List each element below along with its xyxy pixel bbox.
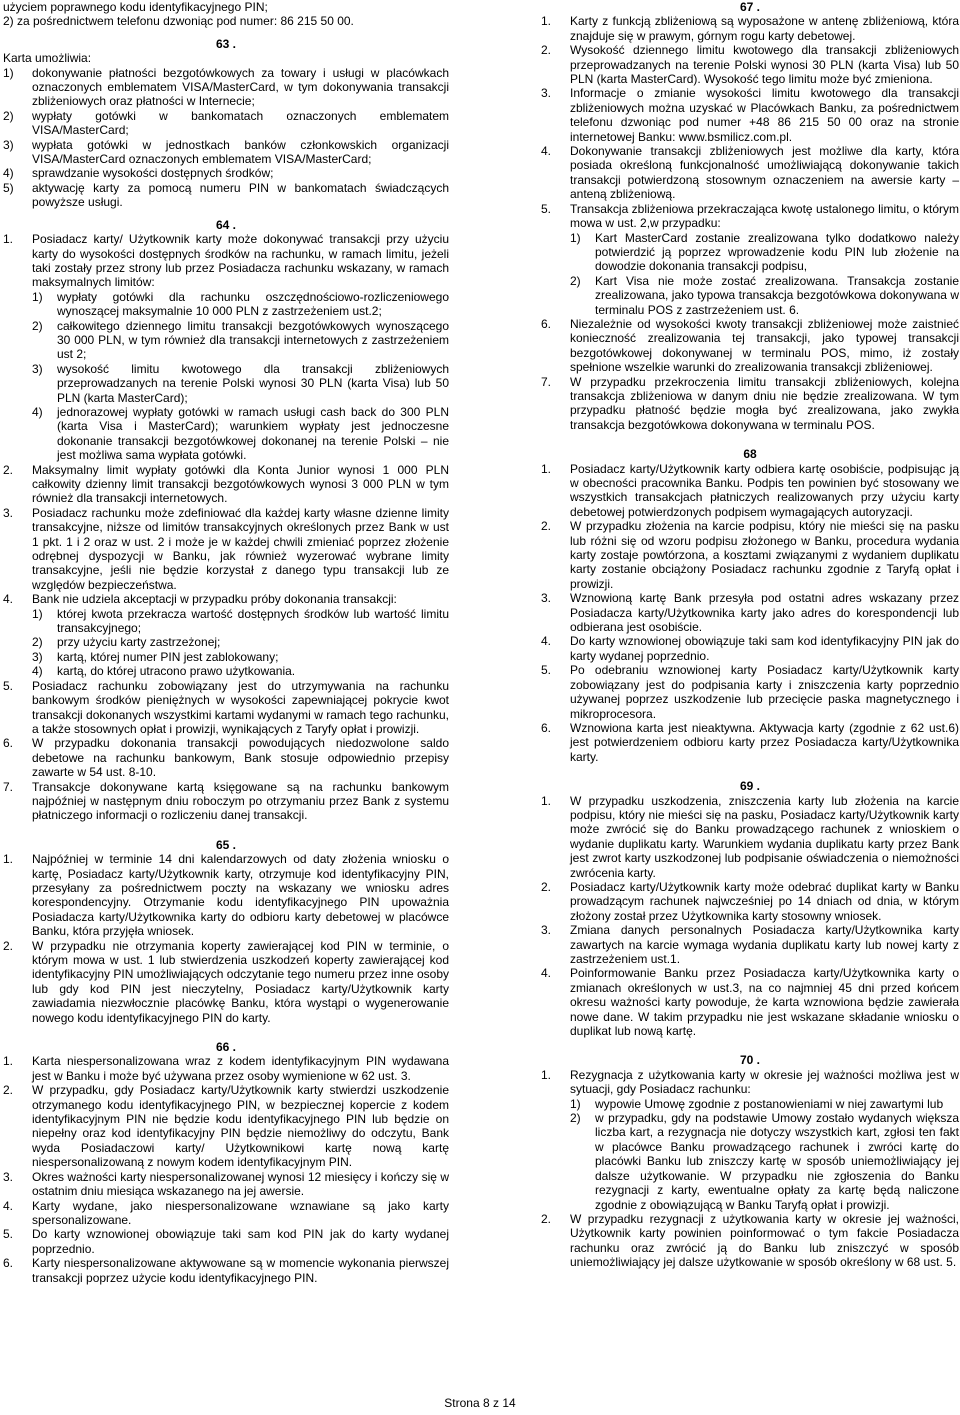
sub-item-text: kartą, której numer PIN jest zablokowany;: [57, 649, 279, 664]
item-number: 1.: [541, 14, 552, 29]
item-body: [570, 519, 959, 591]
item-number: 3): [3, 137, 14, 152]
item-number: 1.: [3, 232, 14, 247]
item-body: [32, 852, 449, 938]
item-text: Okres ważności karty niespersonalizowanej wynosi 12 miesięcy i kończy się w ostatnim dniu miesiąca wskazanego na jej awersie.: [32, 1169, 449, 1199]
item-number: 4.: [3, 592, 14, 607]
list-item: [3, 166, 449, 180]
item-number: 5): [3, 180, 14, 195]
list-item: [541, 923, 959, 966]
page-footer: Strona 8 z 14: [444, 1396, 516, 1410]
sub-list-item: [570, 231, 959, 274]
sub-list-item: [570, 1097, 959, 1111]
item-text: Wznowiona karta jest nieaktywna. Aktywacja karty (zgodnie z 62 ust.6) jest potwierdzeniem odbioru karty przez Posiadacza karty/Użytkownika karty.: [570, 720, 959, 764]
item-body: [32, 463, 449, 506]
sub-item-number: 1): [570, 1096, 581, 1111]
item-text: dokonywanie płatności bezgotówkowych za towary i usługi w placówkach oznaczonych emblematem VISA/MasterCard, w tym dokonywania transakcji zbliżeniowych oraz płatności w Internecie;: [32, 65, 449, 109]
spacer: [541, 764, 959, 779]
item-body: [570, 794, 959, 880]
item-text: W przypadku rezygnacji z użytkowania karty w okresie jej ważności, Użytkownik karty powinien poinformować o tym fakcie Posiadacza rachunku oraz zwrócić ją do Banku lub zniszczyć w sposób uniemożliwiający jej dalsze użytkowanie w sposób określony w 68 ust. 5.: [570, 1211, 959, 1270]
sub-item-number: 3): [32, 361, 43, 376]
sub-list-item: [570, 274, 959, 317]
item-number: 5.: [541, 201, 552, 216]
right-column: [541, 0, 959, 1270]
sub-item-text: kartą, do której utracono prawo użytkowania.: [57, 664, 296, 679]
item-number: 3.: [3, 1169, 14, 1184]
item-body: [570, 144, 959, 202]
item-number: 5.: [3, 1227, 14, 1242]
item-text: W przypadku uszkodzenia, zniszczenia karty lub złożenia na karcie podpisu, który nie mieści się na pasku, Posiadacz karty/Użytkownik karty może zwrócić się do Banku prowadzącego rachunek z wnioskiem o wydanie duplikatu karty. Warunkiem wydania duplikatu karty przez Bank jest zwrot karty uszkodzonej lub podpisanie oświadczenia o niemożności zwrócenia karty.: [570, 793, 959, 880]
sub-list-item: [32, 635, 449, 649]
item-body: [570, 1212, 959, 1270]
sub-item-text: wysokość limitu kwotowego dla transakcji zbliżeniowych przeprowadzanych na terenie Polski wynosi 30 PLN (karta Visa) lub 50 PLN (karta MasterCard);: [57, 361, 449, 405]
item-text: Posiadacz karty/Użytkownik karty może odebrać duplikat karty w Banku prowadzącym rachunek najwcześniej po 14 dniach od dnia, w którym złożony został przez Użytkownika karty stosowny wniosek.: [570, 879, 959, 923]
item-body: [32, 1227, 449, 1256]
item-text: Do karty wznowionej obowiązuje taki sam kod PIN jak do karty wydanej poprzednio.: [32, 1227, 449, 1256]
list-item: [3, 463, 449, 506]
item-number: 2.: [3, 462, 14, 477]
list-item: [3, 1199, 449, 1228]
paragraph: 2) za pośrednictwem telefonu dzwoniąc pod numer: 86 215 50 00.: [3, 14, 354, 29]
sub-item-number: 1): [32, 606, 43, 621]
sub-item-number: 1): [570, 230, 581, 245]
item-body: [570, 966, 959, 1038]
sub-item-number: 2): [32, 635, 43, 650]
item-text: Transakcja zbliżeniowa przekraczająca kwotę ustalonego limitu, o którym mowa w ust. 2,w przypadku:: [570, 201, 959, 231]
item-text: Po odebraniu wznowionej karty Posiadacz karty/Użytkownik karty zobowiązany jest do podpisania karty i zniszczenia karty poprzednio używanej poprzez uszkodzenie lub przecięcie paska magnetycznego i mikroprocesora.: [570, 663, 959, 721]
sub-list-item: [570, 1111, 959, 1212]
list-item: [541, 317, 959, 375]
item-body: [570, 86, 959, 144]
item-text: Dokonywanie transakcji zbliżeniowych jest możliwe dla karty, która posiada określoną funkcjonalność umożliwiającą dokonywanie takich transakcji potwierdzoną stosownym oznaczeniem na awersie karty – anteną zbliżeniową.: [570, 144, 959, 202]
spacer: [541, 432, 959, 447]
item-number: 6.: [3, 736, 14, 751]
list-item: [541, 462, 959, 520]
section-heading: 65 .: [215, 837, 236, 852]
item-text: Zmiana danych personalnych Posiadacza karty/Użytkownika karty zawartych na karcie wymaga wydania duplikatu karty lub nowej karty z zastrzeżeniem ust.1.: [570, 923, 959, 966]
item-number: 2.: [541, 879, 552, 894]
item-body: [570, 462, 959, 520]
list-item: [3, 679, 449, 737]
list-item: [3, 1256, 449, 1285]
item-text: aktywację karty za pomocą numeru PIN w bankomatach świadczących powyższe usługi.: [32, 180, 449, 210]
list-item: [3, 232, 449, 463]
item-text: Wznowioną kartę Bank przesyła pod ostatni adres wskazany przez Posiadacza karty/Użytkownika karty jako adres do korespondencji lub odbierana jest osobiście.: [570, 591, 959, 635]
list-item: [541, 1212, 959, 1270]
section-heading: 68: [743, 447, 757, 462]
spacer: [3, 29, 449, 37]
item-body: [32, 66, 449, 109]
item-number: 1.: [541, 1067, 552, 1082]
item-text: wypłaty gotówki w bankomatach oznaczonych emblematem VISA/MasterCard;: [32, 108, 449, 138]
item-body: [570, 663, 959, 721]
item-number: 1.: [3, 852, 14, 867]
item-body: [32, 679, 449, 737]
item-number: 6.: [3, 1256, 14, 1271]
list-item: [541, 519, 959, 591]
list-item: [541, 966, 959, 1038]
list-item: [3, 109, 449, 138]
sub-item-text: wypłaty gotówki dla rachunku oszczędnościowo-rozliczeniowego wynoszącej maksymalnie 10 000 PLN z zastrzeżeniem ust.2;: [57, 289, 449, 319]
list-item: [541, 1068, 959, 1212]
list-item: [3, 1227, 449, 1256]
item-body: [32, 109, 449, 138]
list-item: [3, 138, 449, 167]
item-body: [570, 880, 959, 923]
list-item: [3, 592, 449, 678]
item-body: [32, 1170, 449, 1199]
list-item: [3, 1054, 449, 1083]
item-body: [570, 375, 959, 433]
item-number: 4.: [541, 966, 552, 981]
sub-item-text: Kart MasterCard zostanie zrealizowana tylko dodatkowo należy potwierdzić ją poprzez wprowadzenie kodu PIN lub złożenie na dowodzie dokonania transakcji podpisu,: [595, 230, 959, 274]
item-number: 5.: [541, 663, 552, 678]
item-body: [570, 43, 959, 86]
item-body: [32, 138, 449, 167]
item-body: [570, 923, 959, 966]
item-body: [32, 232, 449, 463]
item-body: [32, 166, 449, 180]
list-item: [541, 663, 959, 721]
list-item: [3, 852, 449, 938]
item-number: 4.: [3, 1198, 14, 1213]
item-body: [32, 780, 449, 823]
sub-list-item: [32, 405, 449, 463]
sub-item-text: wypowie Umowę zgodnie z postanowieniami w niej zawartymi lub: [595, 1096, 944, 1111]
list-item: [3, 780, 449, 823]
item-body: [570, 721, 959, 764]
item-text: W przypadku, gdy Posiadacz karty/Użytkownik karty stwierdzi uszkodzenie otrzymanego kodu identyfikacyjnego PIN, w bezpiecznej kopercie z kodem identyfikacyjnym PIN nie będzie kodu identyfikacyjnego PIN lub będzie on niepełny oraz kod identyfikacyjny PIN będzie niemożliwy do odczytu, Bank wyda Posiadaczowi karty/ Użytkownikowi kartę nową kartę niespersonalizowaną z nowym kodem identyfikacyjnym PIN.: [32, 1083, 449, 1170]
item-text: Informacje o zmianie wysokości limitu kwotowego dla transakcji zbliżeniowych można uzyskać w Placówkach Banku, za pośrednictwem telefonu dzwoniąc pod numer +48 86 215 50 00 oraz na stronie internetowej Banku: www.bsmilicz.com.pl.: [570, 86, 959, 144]
item-number: 6.: [541, 316, 552, 331]
item-body: [570, 591, 959, 634]
item-text: Wysokość dziennego limitu kwotowego dla transakcji zbliżeniowych przeprowadzanych na terenie Polski wynosi 30 PLN (karta Visa) lub 50 PLN (karta MasterCard). Wysokość tego limitu może być zmieniona.: [570, 43, 959, 87]
item-body: [570, 202, 959, 317]
sub-item-text: całkowitego dziennego limitu transakcji bezgotówkowych wynoszącego 30 000 PLN, w tym również dla transakcji internetowych z zastrzeżeniem ust 2;: [57, 318, 449, 362]
item-number: 7.: [541, 374, 552, 389]
sub-item-number: 2): [32, 318, 43, 333]
list-item: [541, 591, 959, 634]
sub-item-number: 2): [570, 273, 581, 288]
item-number: 4): [3, 166, 14, 181]
item-text: Posiadacz karty/Użytkownik karty odbiera kartę osobiście, podpisując ją w obecności pracownika Banku. Podpis ten powinien być stosowany we wszystkich transakcjach płatniczych realizowanych przy użyciu karty debetowej potwierdzonych podpisem wymagających autoryzacji.: [570, 461, 959, 519]
section-heading: 63 .: [215, 36, 236, 51]
item-text: Najpóźniej w terminie 14 dni kalendarzowych od daty złożenia wniosku o kartę, Posiadacz karty/Użytkownik karty, otrzymuje kod identyfikacyjny PIN, przesyłany za pośrednictwem poczty na wskazany we wniosku adres korespondencyjny. Otrzymanie kodu identyfikacyjnego PIN upoważnia Posiadacza karty/Użytkownika karty do odbioru karty debetowej w placówce Banku, która przyjęła wniosek.: [32, 852, 449, 939]
item-text: Karta niespersonalizowana wraz z kodem identyfikacyjnym PIN wydawana jest w Banku i może być używana przez osoby wymienione w 62 ust. 3.: [32, 1054, 449, 1083]
sub-item-text: w przypadku, gdy na podstawie Umowy zostało wydanych większa liczba kart, a rezygnacja nie dotyczy wszystkich kart, zgłosi ten fakt w placówce Banku prowadzącego rachunek i zwróci kartę do placówki Banku lub zniszczy kartę w sposób uniemożliwiający jej dalsze użytkowanie. W przypadku nie zgłoszenia do Banku rezygnacji z karty, ewentualne opłaty za kartę będą naliczone zgodnie z obowiązującą w Banku Taryfą opłat i prowizji.: [595, 1111, 959, 1212]
item-text: Posiadacz rachunku zobowiązany jest do utrzymywania na rachunku bankowym środków pieniężnych w wysokości zapewniającej pokrycie kwot transakcji dokonanych wszystkimi kartami wydanymi w ramach tego rachunku, a także stosownych opłat i prowizji, wynikających z Taryfy opłat i prowizji.: [32, 678, 449, 736]
list-item: [541, 721, 959, 764]
item-number: 2.: [3, 938, 14, 953]
sub-list-item: [32, 650, 449, 664]
item-text: W przypadku złożenia na karcie podpisu, który nie mieści się na pasku lub różni się od wzoru podpisu złożonego w Banku, procedura wydania karty zostaje powtórzona, a kosztami związanymi z wydaniem duplikatu karty zostanie obciążony Posiadacz rachunku zgodnie z Taryfą opłat i prowizji.: [570, 519, 959, 591]
item-number: 1.: [3, 1054, 14, 1069]
item-number: 3.: [541, 86, 552, 101]
item-text: W przypadku przekroczenia limitu transakcji zbliżeniowych, kolejna transakcja zbliżeniowa w danym dniu nie będzie zrealizowana. W tym przypadku płatność będzie mogła być zrealizowana, jako zwykła transakcja bezgotówkowa dokonywana w terminalu POS.: [570, 374, 959, 432]
item-number: 6.: [541, 720, 552, 735]
sub-item-number: 4): [32, 404, 43, 419]
list-item: [541, 14, 959, 43]
sub-item-number: 4): [32, 664, 43, 679]
item-text: Posiadacz karty/ Użytkownik karty może dokonywać transakcji przy użyciu karty do wysokości dostępnych środków na rachunku, w ramach limitu, jeżeli taki zostały przez strony lub przez Posiadacza rachunku wskazany, w ramach maksymalnych limitów:: [32, 232, 449, 290]
item-number: 2.: [541, 43, 552, 58]
sub-list-item: [32, 362, 449, 405]
section-heading: 67 .: [739, 0, 760, 14]
item-text: W przypadku nie otrzymania koperty zawierającej kod PIN w terminie, o którym mowa w ust. 1 lub stwierdzenia uszkodzeń koperty zawierającej kod identyfikacyjny PIN umożliwiających odczytanie tego numeru przez inne osoby lub gdy kod PIN jest nieczytelny, Posiadacz karty/Użytkownik karty zawiadamia niezwłocznie placówkę Banku, która wystąpi o wygenerowanie nowego kodu identyfikacyjnego PIN do karty.: [32, 938, 449, 1025]
sub-list-item: [32, 664, 449, 678]
item-text: sprawdzanie wysokości dostępnych środków;: [32, 166, 274, 181]
list-item: [541, 86, 959, 144]
item-number: 3.: [3, 505, 14, 520]
item-body: [570, 1068, 959, 1212]
sub-list-item: [32, 290, 449, 319]
sub-item-number: 2): [570, 1111, 581, 1126]
section-heading: 64 .: [215, 217, 236, 232]
item-number: 4.: [541, 634, 552, 649]
sub-item-text: Kart Visa nie może zostać zrealizowana. Transakcja zostanie zrealizowana, jako typowa transakcja bezgotówkowa dokonywana w terminalu POS z zastrzeżeniem ust. 6.: [595, 273, 959, 317]
paragraph: Karta umożliwia:: [3, 51, 92, 66]
sub-item-number: 1): [32, 289, 43, 304]
item-text: Karty wydane, jako niespersonalizowane wznawiane są jako karty spersonalizowane.: [32, 1198, 449, 1227]
item-number: 2.: [541, 1211, 552, 1226]
section-heading: 66 .: [215, 1040, 236, 1055]
spacer: [541, 1038, 959, 1053]
item-number: 3.: [541, 923, 552, 938]
list-item: [541, 202, 959, 317]
item-body: [570, 14, 959, 43]
item-body: [32, 506, 449, 592]
list-item: [541, 144, 959, 202]
sub-item-text: której kwota przekracza wartość dostępnych środków lub wartość limitu transakcyjnego;: [57, 606, 449, 636]
item-body: [32, 939, 449, 1025]
item-number: 1.: [541, 793, 552, 808]
list-item: [3, 736, 449, 779]
item-number: 2.: [3, 1083, 14, 1098]
item-text: Poinformowanie Banku przez Posiadacza karty/Użytkownika karty o zmianach określonych w ust.3, na co najmniej 45 dni przed końcem okresu ważności karty powoduje, że karta wznowiona będzie zawierała nowe dane. W takim przypadku nie jest wskazane składanie wniosku o duplikat lub nową kartę.: [570, 966, 959, 1039]
list-item: [541, 634, 959, 663]
spacer: [3, 1025, 449, 1040]
item-body: [570, 317, 959, 375]
item-number: 3.: [541, 591, 552, 606]
list-item: [541, 880, 959, 923]
item-text: Bank nie udziela akceptacji w przypadku próby dokonania transakcji:: [32, 592, 397, 607]
item-body: [32, 736, 449, 779]
sub-list-item: [32, 607, 449, 636]
list-item: [3, 1170, 449, 1199]
sub-item-number: 3): [32, 649, 43, 664]
item-number: 7.: [3, 779, 14, 794]
item-body: [32, 1256, 449, 1285]
section-heading: 70 .: [739, 1053, 760, 1068]
list-item: [3, 181, 449, 210]
sub-item-text: przy użyciu karty zastrzeżonej;: [57, 635, 221, 650]
list-item: [541, 375, 959, 433]
item-text: Karty z funkcją zbliżeniową są wyposażone w antenę zbliżeniową, która znajduje się w prawym, górnym rogu karty debetowej.: [570, 14, 959, 43]
left-column: [3, 0, 449, 1285]
item-body: [32, 1199, 449, 1228]
list-item: [3, 939, 449, 1025]
item-number: 1.: [541, 461, 552, 476]
item-text: Maksymalny limit wypłaty gotówki dla Konta Junior wynosi 1 000 PLN całkowity dzienny limit transakcji bezgotówkowych wynosi 3 000 PLN w tym również dla transakcji internetowych.: [32, 462, 449, 506]
item-text: W przypadku dokonania transakcji powodujących niedozwolone saldo debetowe na rachunku bankowym, Bank stosuje odpowiednio przepisy zawarte w 54 ust. 8-10.: [32, 736, 449, 780]
item-text: Karty niespersonalizowane aktywowane są w momencie wykonania pierwszej transakcji poprzez użycie kodu identyfikacyjnego PIN.: [32, 1256, 449, 1285]
item-body: [32, 592, 449, 678]
item-number: 1): [3, 65, 14, 80]
item-text: Niezależnie od wysokości kwoty transakcji zbliżeniowej może zaistnieć konieczność zrealizowania tej transakcji, jako typowej transakcji bezgotówkowej dokonywanej w terminalu POS, mimo, iż zostały spełnione wszelkie warunki do zrealizowania transakcji zbliżeniowej.: [570, 316, 959, 375]
spacer: [3, 210, 449, 218]
item-number: 2): [3, 108, 14, 123]
spacer: [3, 823, 449, 838]
item-body: [32, 1054, 449, 1083]
list-item: [3, 1083, 449, 1169]
list-item: [3, 66, 449, 109]
item-text: Do karty wznowionej obowiązuje taki sam kod identyfikacyjny PIN jak do karty wydanej poprzednio.: [570, 634, 959, 663]
list-item: [541, 794, 959, 880]
item-text: wypłata gotówki w jednostkach banków członkowskich organizacji VISA/MasterCard oznaczonych emblematem VISA/MasterCard;: [32, 137, 449, 167]
item-text: Posiadacz rachunku może zdefiniować dla każdej karty własne dzienne limity transakcyjne, niższe od limitów transakcyjnych określonych przez Bank w ust 1 pkt. 1 i 2 oraz w ust. 2 i może je w każdej chwili zmieniać poprzez złożenie odrębnej dyspozycji w Banku, jak również wyzerować wybrane limity transakcyjne, jeśli nie będzie korzystał z danego typu transakcji lub ze względów bezpieczeństwa.: [32, 505, 449, 592]
item-body: [570, 634, 959, 663]
sub-item-text: jednorazowej wypłaty gotówki w ramach usługi cash back do 300 PLN (karta Visa i MasterCard); warunkiem wypłaty jest jednoczesne dokonanie transakcji bezgotówkowej dokonanej na terenie Polski – nie jest możliwa sama wypłata gotówki.: [57, 404, 449, 463]
item-number: 4.: [541, 144, 552, 159]
paragraph: użyciem poprawnego kodu identyfikacyjnego PIN;: [3, 0, 268, 14]
item-body: [32, 1083, 449, 1169]
item-number: 5.: [3, 678, 14, 693]
item-number: 2.: [541, 519, 552, 534]
list-item: [541, 43, 959, 86]
item-text: Transakcje dokonywane kartą księgowane są na rachunku bankowym najpóźniej w następnym dniu roboczym po otrzymaniu przez Bank z systemu płatniczego informacji o rozliczeniu danej transakcji.: [32, 779, 449, 823]
sub-list-item: [32, 319, 449, 362]
item-body: [32, 181, 449, 210]
item-text: Rezygnacja z użytkowania karty w okresie jej ważności możliwa jest w sytuacji, gdy Posiadacz rachunku:: [570, 1067, 959, 1097]
list-item: [3, 506, 449, 592]
section-heading: 69 .: [739, 779, 760, 794]
